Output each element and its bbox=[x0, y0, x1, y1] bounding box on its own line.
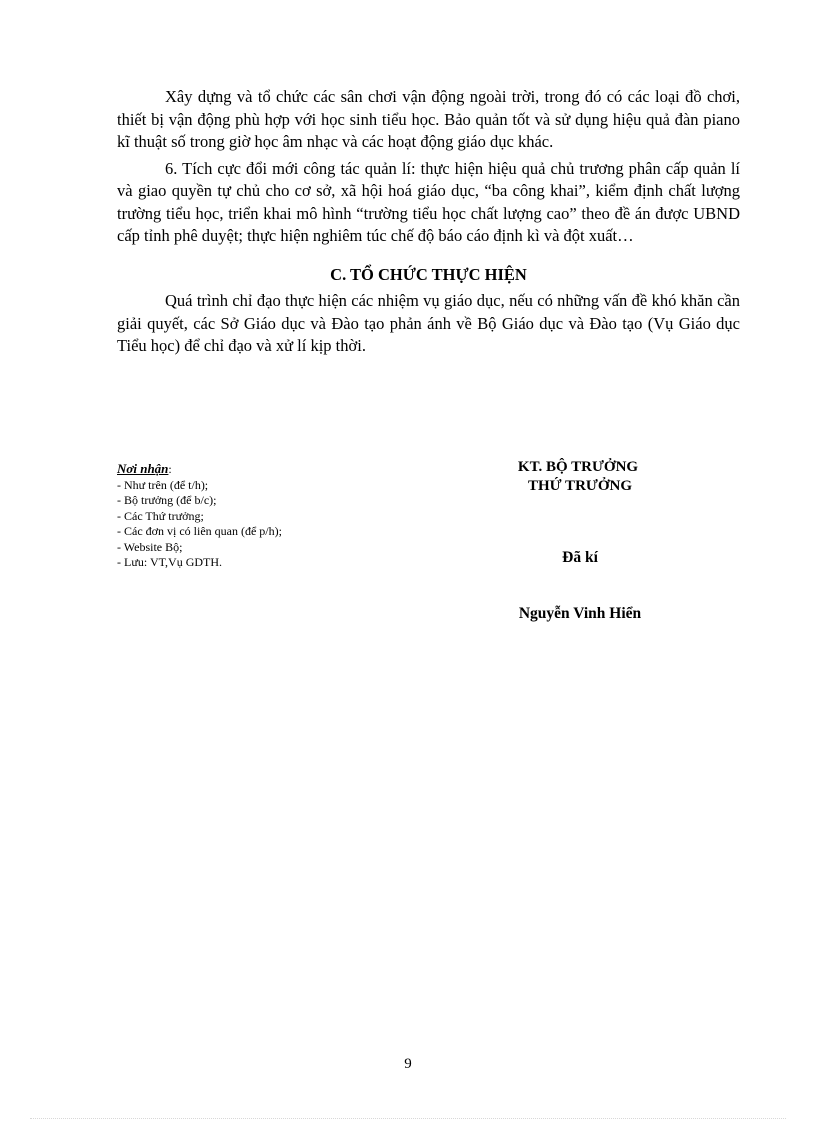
section-heading-implementation: C. TỔ CHỨC THỰC HIỆN bbox=[330, 264, 527, 284]
recipient-list bbox=[117, 478, 417, 571]
recipients-block bbox=[117, 461, 417, 571]
signer-title-secondary: THỨ TRƯỞNG bbox=[527, 478, 633, 494]
paragraph-playgrounds: Xây dựng và tổ chức các sân chơi vận động ngoài trời, trong đó có các loại đồ chơi, thiết bị vận động phù hợp với học sinh tiểu học. Bảo quản tốt và sử dụng hiệu quả đàn piano kĩ thuật số trong giờ học âm nhạc và các hoạt động giáo dục khác. bbox=[117, 87, 740, 151]
signer-name: Nguyễn Vinh Hiển bbox=[518, 605, 642, 622]
recipient-item: - Bộ trưởng (để b/c); bbox=[117, 493, 217, 507]
paragraph-management-reform: 6. Tích cực đổi mới công tác quản lí: thực hiện hiệu quả chủ trương phân cấp quản lí và giao quyền tự chủ cho cơ sở, xã hội hoá giáo dục, “ba công khai”, kiểm định chất lượng trường tiểu học, triển khai mô hình “trường tiểu học chất lượng cao” theo đề án được UBND cấp tỉnh phê duyệt; thực hiện nghiêm túc chế độ báo cáo định kì và đột xuất… bbox=[117, 158, 740, 245]
recipients-heading bbox=[117, 461, 417, 478]
recipient-item: - Các đơn vị có liên quan (để p/h); bbox=[117, 524, 282, 538]
recipients-title: Nơi nhận bbox=[117, 461, 169, 476]
document-body bbox=[117, 86, 740, 358]
paragraph-implementation: Quá trình chỉ đạo thực hiện các nhiệm vụ giáo dục, nếu có những vấn đề khó khăn cần giải quyết, các Sở Giáo dục và Đào tạo phản ánh về Bộ Giáo dục và Đào tạo (Vụ Giáo dục Tiểu học) để chỉ đạo và xử lí kịp thời. bbox=[117, 291, 740, 355]
signed-note: Đã kí bbox=[562, 549, 598, 566]
recipient-item: - Như trên (để t/h); bbox=[117, 477, 209, 492]
page-bottom-divider bbox=[30, 1118, 786, 1119]
recipient-item: - Các Thứ trưởng; bbox=[117, 508, 204, 523]
page-number: 9 bbox=[404, 1056, 412, 1072]
recipient-item: - Website Bộ; bbox=[117, 539, 183, 554]
signer-title-primary: KT. BỘ TRƯỞNG bbox=[517, 459, 639, 475]
signature-block bbox=[470, 458, 690, 623]
recipients-colon: : bbox=[168, 462, 172, 476]
recipient-item: - Lưu: VT,Vụ GDTH. bbox=[117, 555, 223, 569]
